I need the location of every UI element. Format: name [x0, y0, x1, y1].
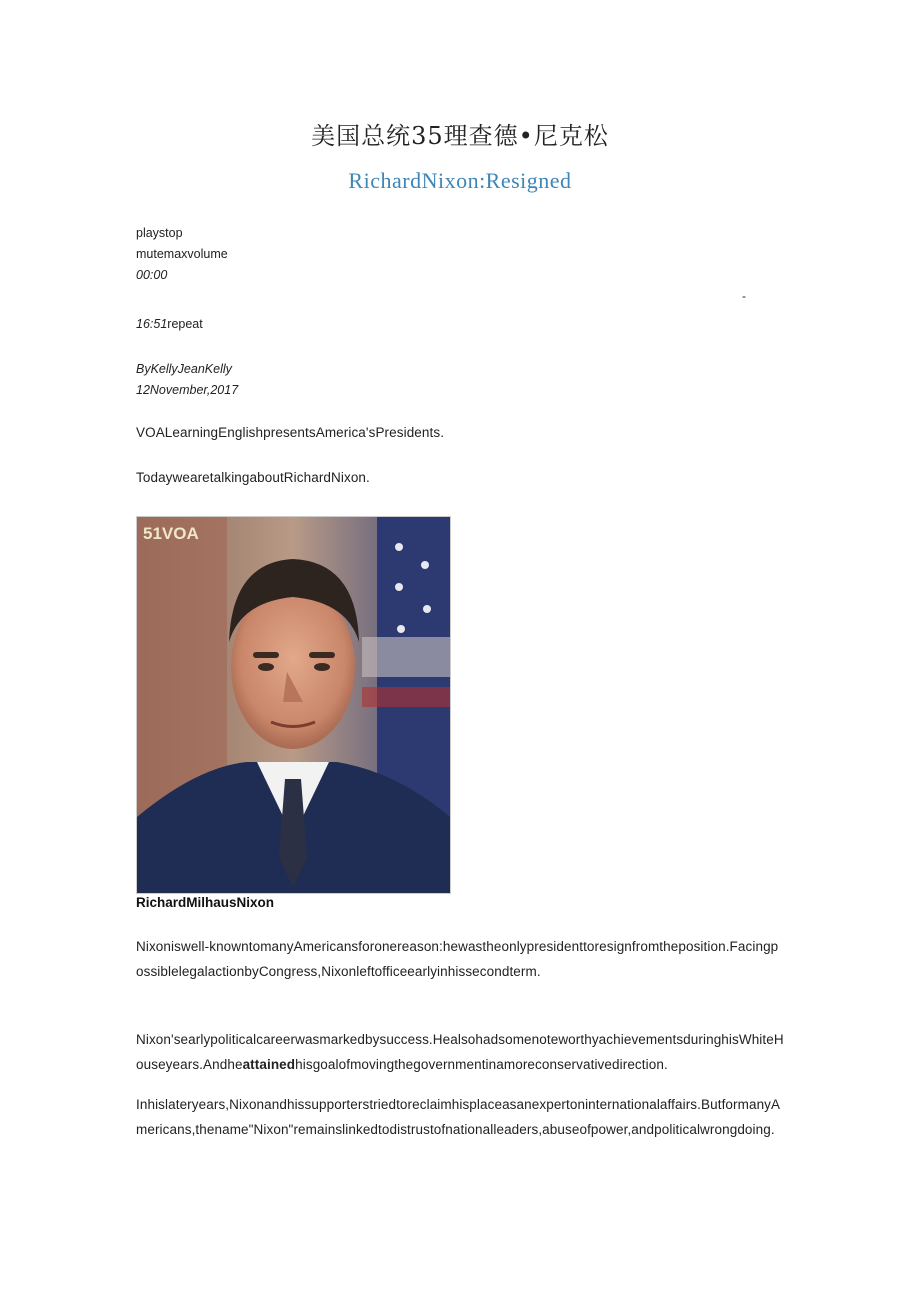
photo-caption: RichardMilhausNixon: [136, 895, 275, 910]
page-title-chinese: 美国总统35理查德•尼克松: [311, 122, 609, 150]
byline-date: 12November,2017: [136, 383, 239, 397]
paragraph-3: Inhislateryears,Nixonandhissupporterstriedtoreclaimhisplaceasanexpertoninternationalaffairs.ButformanyAmericans,thename"Nixon"remainslinkedtodistrustofnationalleaders,abuseofpower,andpoliticalwrongdoing.: [136, 1097, 781, 1137]
byline-author: ByKellyJeanKelly: [136, 362, 232, 376]
intro-line-1: VOALearningEnglishpresentsAmerica'sPresidents.: [136, 425, 445, 440]
duration-repeat: [136, 317, 203, 331]
duration: 16:51: [136, 317, 168, 331]
mute-volume-control[interactable]: mutemaxvolume: [136, 247, 228, 261]
page-title-english: RichardNixon:Resigned: [348, 168, 572, 193]
paragraph-1: Nixoniswell-knowntomanyAmericansforonereason:hewastheonlypresidenttoresignfromtheposition.FacingpossiblelegalactionbyCongress,Nixonleftofficeearlyinhissecondterm.: [136, 939, 779, 979]
repeat-control[interactable]: repeat: [167, 317, 203, 331]
progress-separator: -: [742, 289, 746, 303]
current-time: 00:00: [136, 268, 168, 282]
watermark-logo: 51VOA: [143, 524, 199, 543]
intro-line-2: TodaywearetalkingaboutRichardNixon.: [136, 470, 370, 485]
play-stop-control[interactable]: playstop: [136, 226, 183, 240]
paragraph-2-end: hisgoalofmovingthegovernmentinamoreconservativedirection.: [295, 1056, 668, 1072]
highlighted-word: attained: [242, 1056, 296, 1072]
paragraph-2-start: Nixon'searlypoliticalcareerwasmarkedbysuccess.HealsohadsomenoteworthyachievementsduringhisWhiteHouseyears.Andhe: [136, 1032, 784, 1072]
nixon-portrait-photo: [136, 516, 451, 894]
paragraph-2: [136, 1028, 784, 1077]
